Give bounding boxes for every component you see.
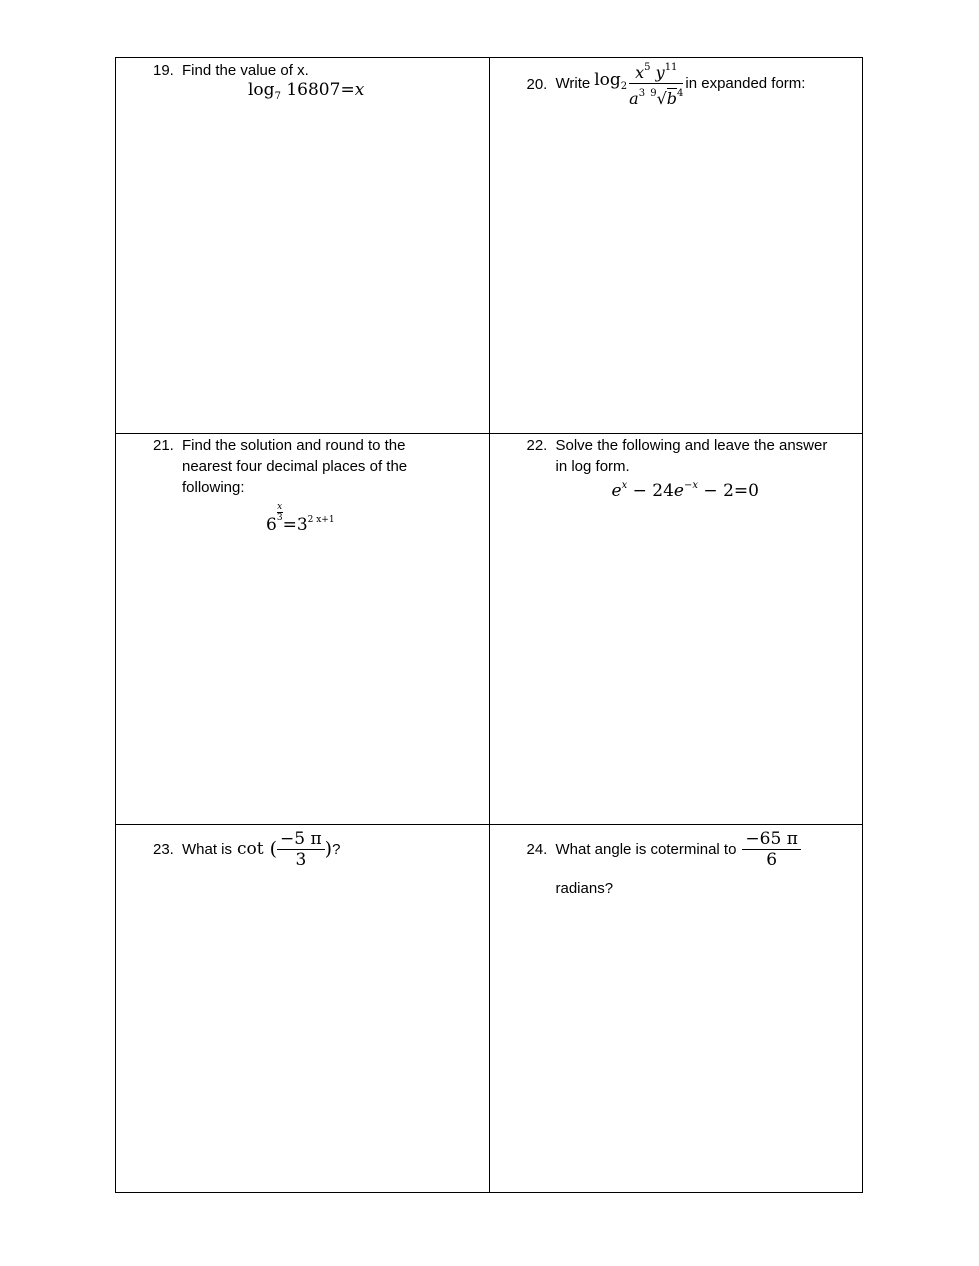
equation-22: $e^x - 24e^{-x} - 2=0$ [611, 480, 759, 501]
question-23 [153, 829, 483, 870]
worksheet-grid [115, 57, 863, 1193]
equation-19: $\log_7 16807=x$ [248, 80, 365, 102]
question-text: Find the solution and round to the nearest four decimal places of the following: [182, 437, 408, 496]
cot-function: cot [237, 839, 264, 859]
question-cell-24 [489, 825, 863, 1193]
equation-21: 6 $\frac{x}{3}$ $=3^{2 x+1}$ [266, 502, 335, 535]
question-cell-20 [489, 58, 863, 434]
radical-sign: √ [656, 89, 667, 108]
question-24 [527, 829, 867, 899]
close-paren: ) [324, 838, 333, 860]
question-number: 19. [153, 62, 174, 79]
question-suffix: in expanded form: [685, 75, 806, 92]
question-19 [153, 60, 483, 81]
angle-fraction: $\frac{-65 \pi}{6}$ [742, 829, 800, 870]
question-prefix: What is [182, 841, 233, 858]
log-expression: $\log_2$ [594, 70, 628, 92]
question-cell-21 [116, 434, 490, 825]
question-number: 22. [526, 437, 548, 454]
question-prefix: Write [555, 75, 591, 92]
question-text: Find the value of x. [182, 62, 309, 79]
question-mark: ? [332, 841, 341, 858]
log-fraction: $\frac{x^5 y^{11}}{a^3 ^9√b^4}$ [629, 58, 683, 109]
angle-fraction: $\frac{-5 \pi}{3}$ [277, 829, 325, 870]
question-21 [153, 435, 483, 498]
question-cell-23 [116, 825, 490, 1193]
question-number: 21. [153, 437, 174, 454]
question-line-2: radians? [555, 880, 614, 897]
question-cell-22 [489, 434, 863, 825]
question-number: 23. [153, 841, 174, 858]
question-cell-19 [116, 58, 490, 434]
question-text: Solve the following and leave the answer in log form. [555, 437, 828, 475]
question-22 [527, 435, 867, 477]
question-number: 20. [526, 76, 548, 93]
open-paren: ( [269, 838, 278, 860]
question-prefix: What angle is coterminal to [555, 841, 737, 858]
question-table [115, 57, 863, 1193]
question-number: 24. [526, 841, 548, 858]
question-20 [527, 58, 867, 109]
